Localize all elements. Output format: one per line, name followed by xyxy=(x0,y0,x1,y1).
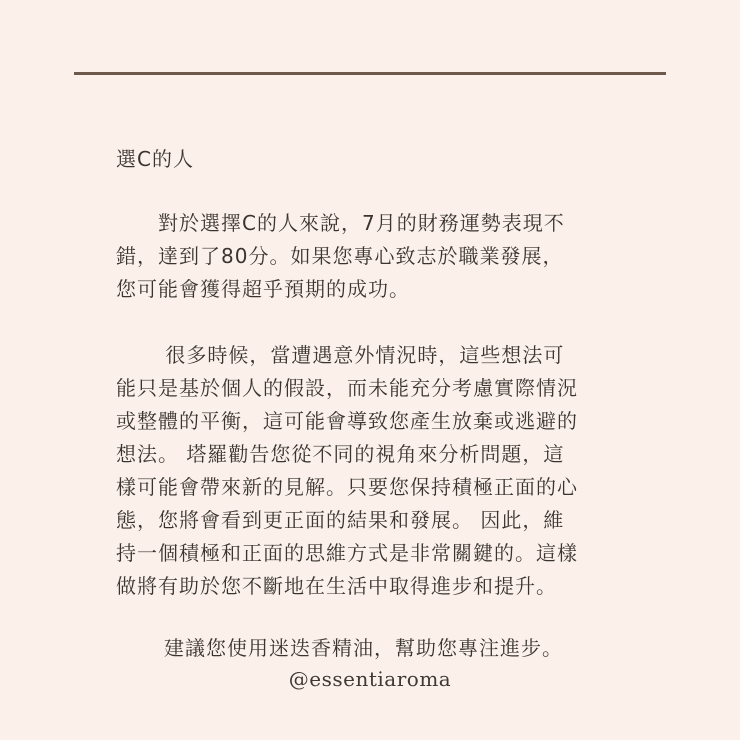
paragraph-line: 很多時候，當遭遇意外情況時，這些想法可 xyxy=(116,343,565,367)
paragraph-financial-fortune xyxy=(116,207,656,306)
paragraph-line: 或整體的平衡，這可能會導致您產生放棄或逃避的 xyxy=(116,409,578,433)
paragraph-line: 態，您將會看到更正面的結果和發展。 因此，維 xyxy=(116,508,565,532)
paragraph-line: 樣可能會帶來新的見解。只要您保持積極正面的心 xyxy=(116,475,578,499)
page-title: 選C的人 xyxy=(116,147,194,171)
paragraph-line: 持一個積極和正面的思維方式是非常關鍵的。這樣 xyxy=(116,541,578,565)
paragraph-line: 做將有助於您不斷地在生活中取得進步和提升。 xyxy=(116,574,557,598)
paragraph-line: 錯，達到了80分。如果您專心致志於職業發展， xyxy=(116,244,564,268)
paragraph-line: 對於選擇C的人來說，7月的財務運勢表現不 xyxy=(116,211,565,235)
recommendation-text: 建議您使用迷迭香精油，幫助您專注進步。 xyxy=(164,636,563,660)
account-handle: @essentiaroma xyxy=(288,667,452,691)
paragraph-line: 您可能會獲得超乎預期的成功。 xyxy=(116,277,410,301)
paragraph-line: 想法。 塔羅勸告您從不同的視角來分析問題，這 xyxy=(116,442,565,466)
paragraph-tarot-advice xyxy=(116,339,656,603)
top-divider xyxy=(74,72,666,75)
paragraph-line: 能只是基於個人的假設，而未能充分考慮實際情況 xyxy=(116,376,578,400)
